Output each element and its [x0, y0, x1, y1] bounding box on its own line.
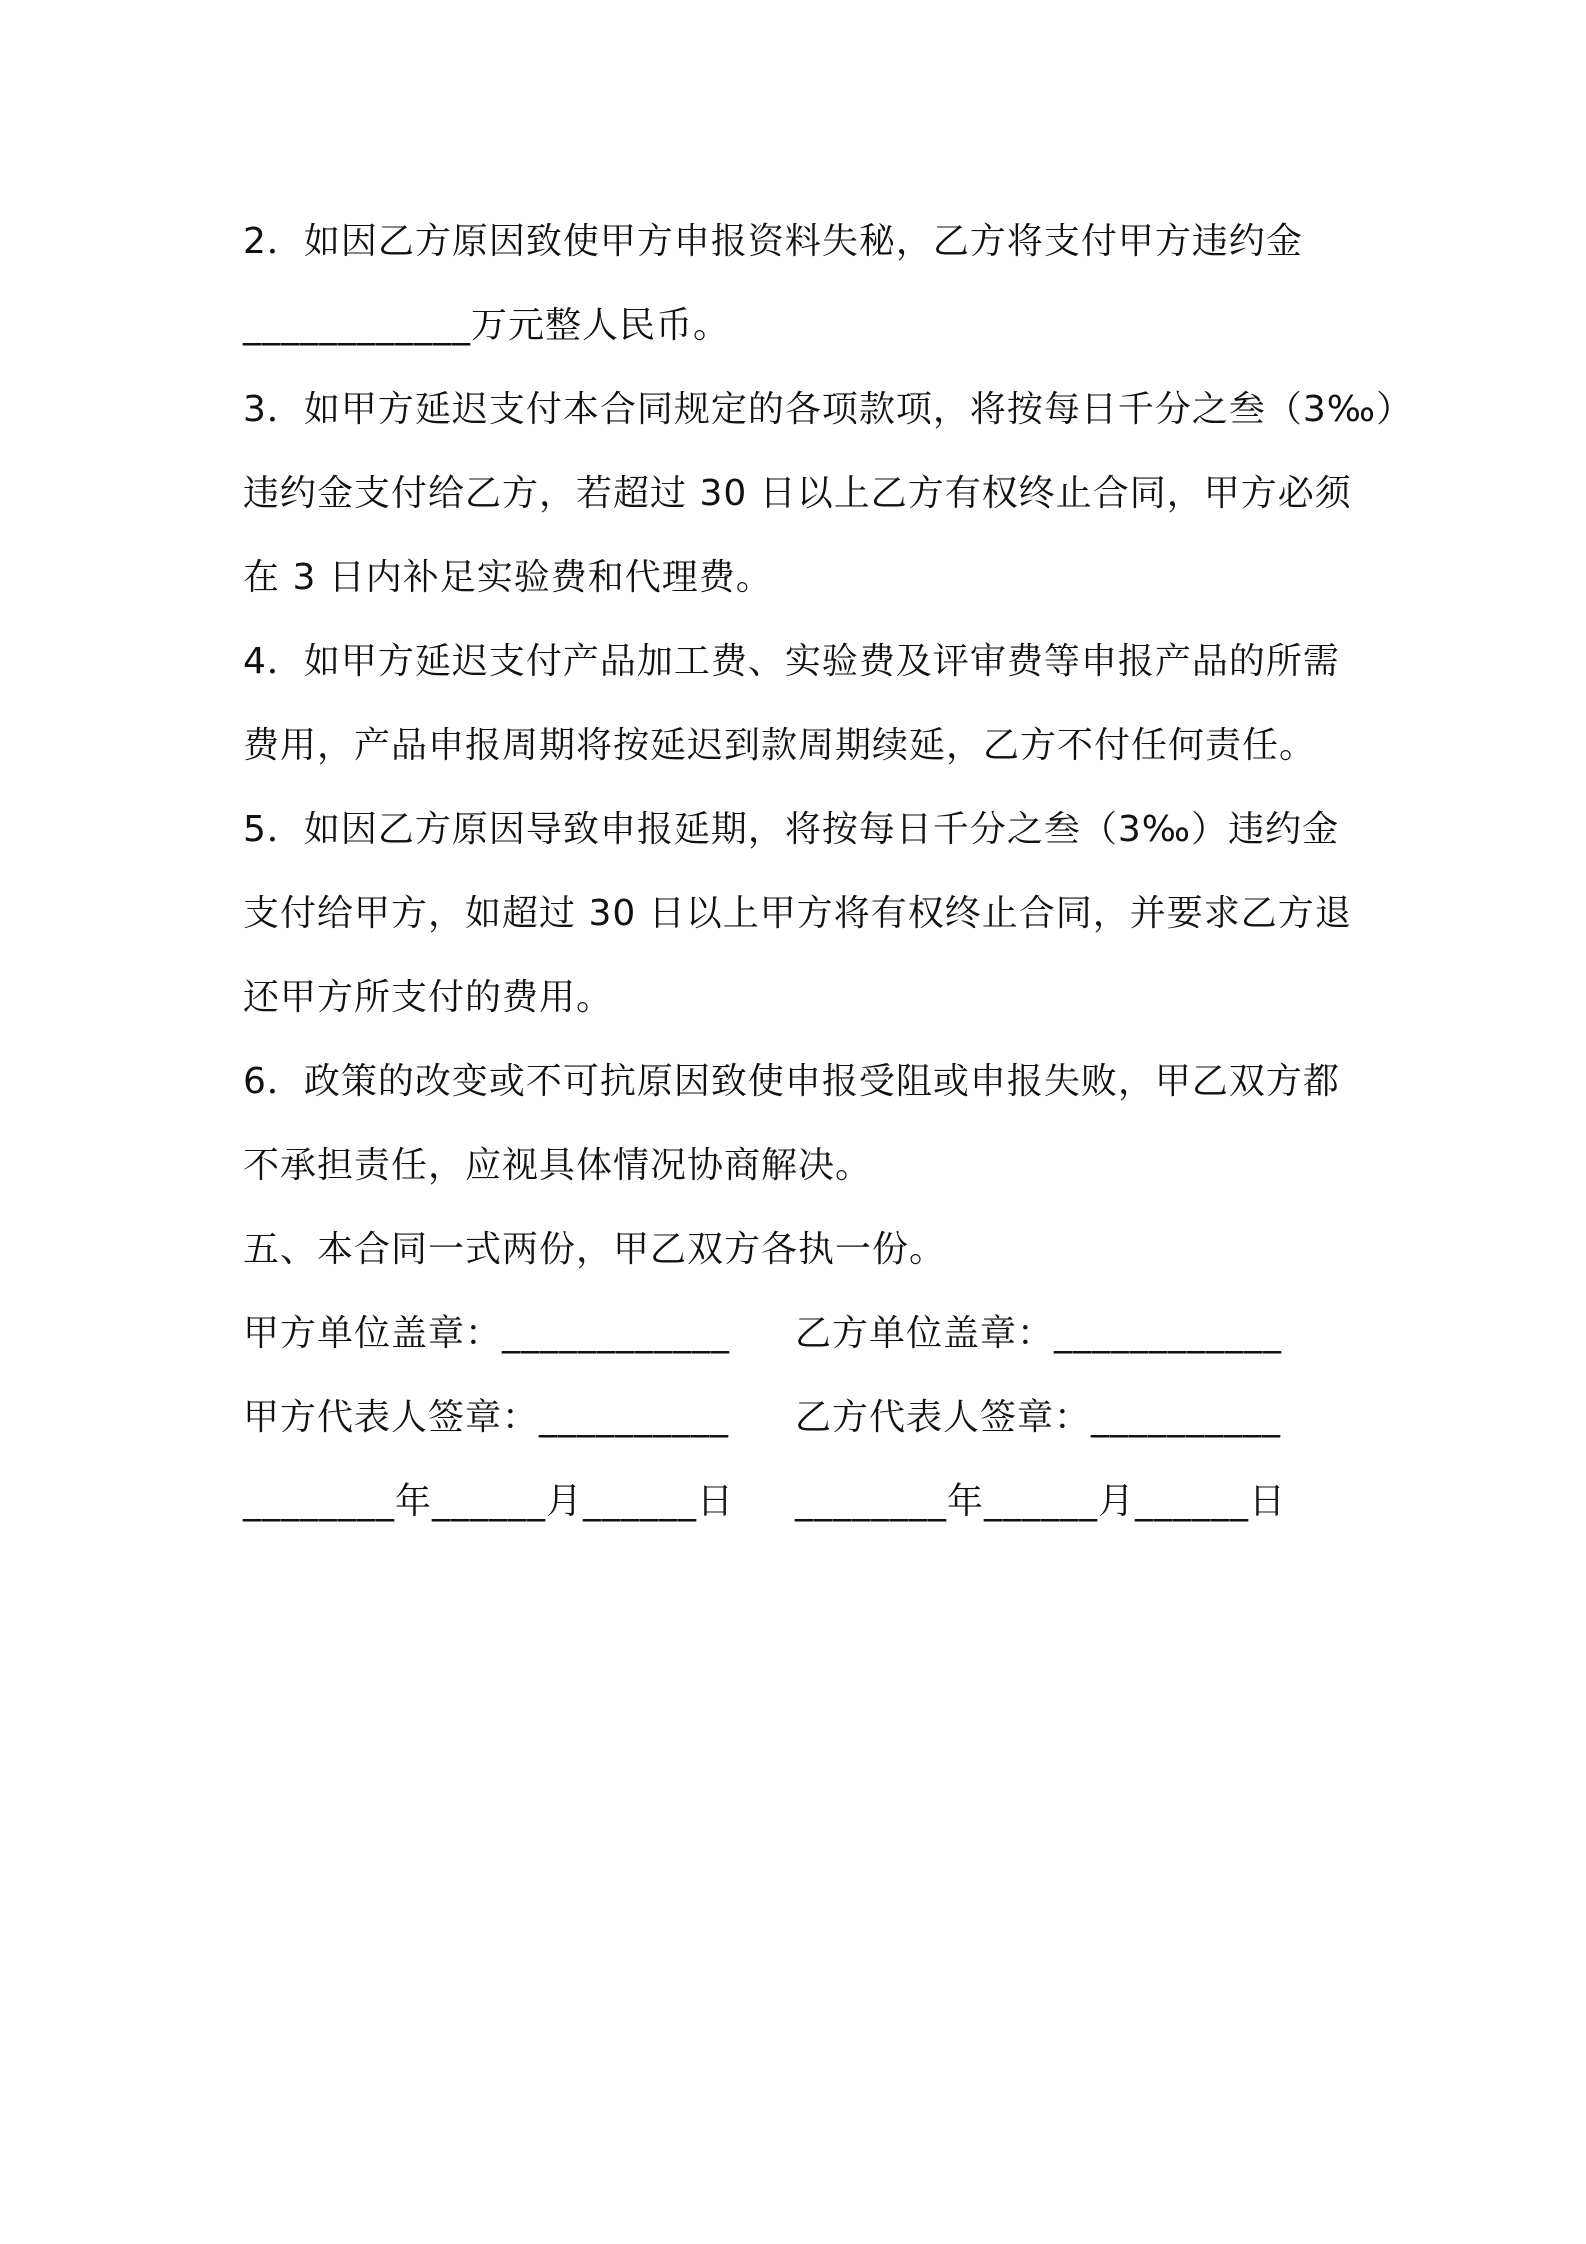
signature-block	[243, 1292, 1363, 1544]
clause-4-line-1: 4．如甲方延迟支付产品加工费、实验费及评审费等申报产品的所需	[243, 641, 1340, 682]
section-5-line-1: 五、本合同一式两份，甲乙双方各执一份。	[243, 1229, 947, 1270]
clause-6	[243, 1040, 1363, 1208]
clause-3-line-3: 在 3 日内补足实验费和代理费。	[243, 557, 773, 598]
party-b-seal-field: 乙方单位盖章：____________	[795, 1313, 1283, 1354]
clause-3-line-1: 3．如甲方延迟支付本合同规定的各项款项，将按每日千分之叁（3‰）	[243, 389, 1414, 430]
clause-4	[243, 620, 1363, 788]
party-a-representative-field: 甲方代表人签章：__________	[243, 1397, 730, 1438]
clause-5-line-2: 支付给甲方，如超过 30 日以上甲方将有权终止合同，并要求乙方退	[243, 893, 1352, 934]
clause-2-line-2: ____________万元整人民币。	[243, 305, 731, 346]
section-5-copies	[243, 1208, 1363, 1292]
clause-2-line-1: 2．如因乙方原因致使甲方申报资料失秘，乙方将支付甲方违约金	[243, 221, 1303, 262]
clause-6-line-1: 6．政策的改变或不可抗原因致使申报受阻或申报失败，甲乙双方都	[243, 1061, 1340, 1102]
seal-row	[243, 1292, 1363, 1376]
clause-6-line-2: 不承担责任，应视具体情况协商解决。	[243, 1145, 873, 1186]
party-a-date-field: ________年______月______日	[243, 1481, 734, 1522]
clause-3-line-2: 违约金支付给乙方，若超过 30 日以上乙方有权终止合同，甲方必须	[243, 473, 1352, 514]
clause-2	[243, 200, 1363, 368]
date-row	[243, 1460, 1363, 1544]
clause-5-line-1: 5．如因乙方原因导致申报延期，将按每日千分之叁（3‰）违约金	[243, 809, 1340, 850]
clause-3	[243, 368, 1414, 620]
clause-4-line-2: 费用，产品申报周期将按延迟到款周期续延，乙方不付任何责任。	[243, 725, 1317, 766]
party-a-seal-field: 甲方单位盖章：____________	[243, 1313, 731, 1354]
clause-5	[243, 788, 1363, 1040]
clause-5-line-3: 还甲方所支付的费用。	[243, 977, 614, 1018]
representative-row	[243, 1376, 1363, 1460]
party-b-date-field: ________年______月______日	[795, 1481, 1286, 1522]
contract-body	[243, 200, 1414, 1544]
party-b-representative-field: 乙方代表人签章：__________	[795, 1397, 1282, 1438]
